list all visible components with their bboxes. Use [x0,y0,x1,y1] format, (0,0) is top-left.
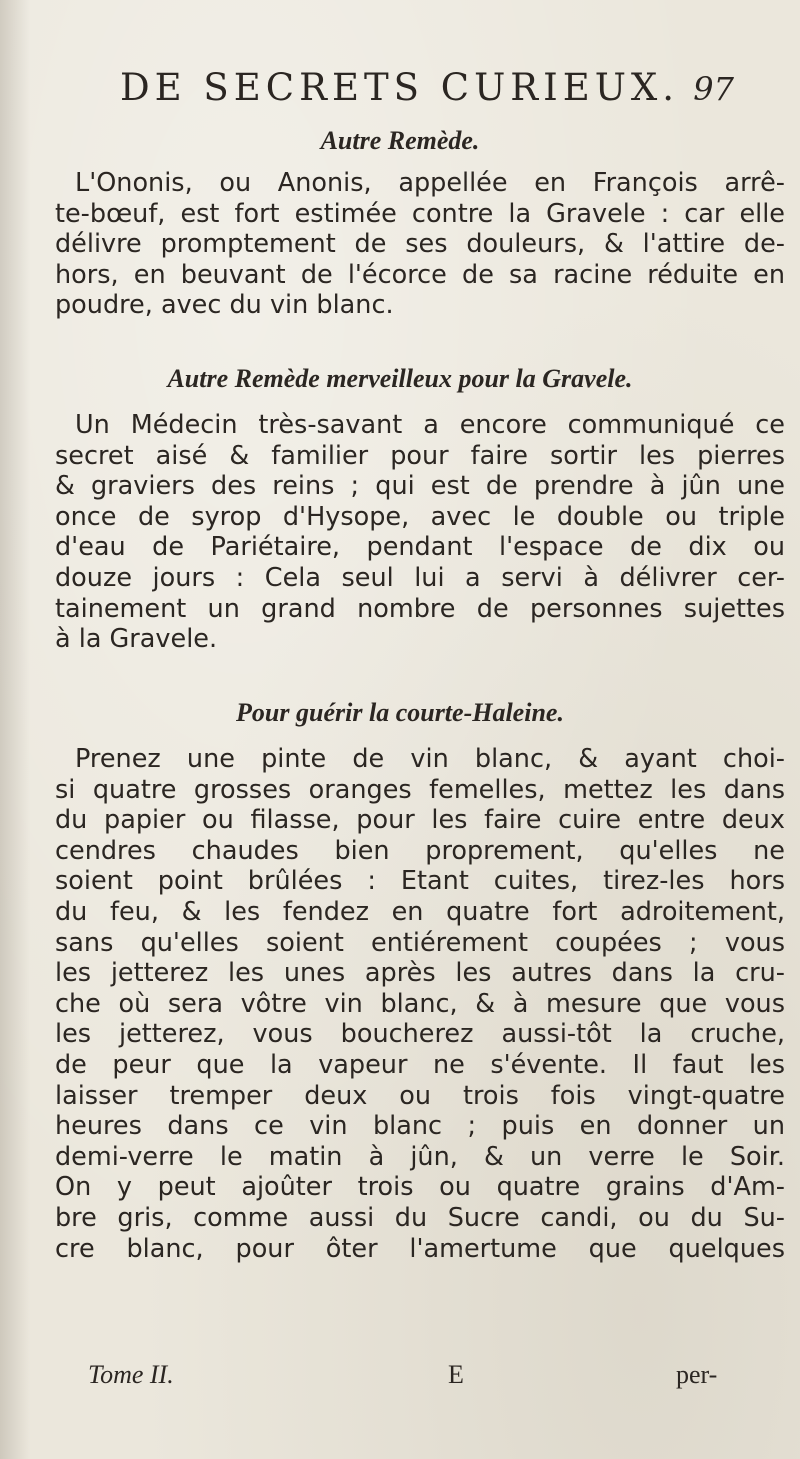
text-line: hors, en beuvant de l'écorce de sa racine réduite en [55,259,785,290]
paragraph [55,168,785,321]
text-line: demi-verre le matin à jûn, & un verre le Soir. [55,1141,785,1172]
text-line: soient point brûlées : Etant cuites, tirez-les hors [55,866,785,897]
text-line: once de syrop d'Hysope, avec le double ou triple [55,501,785,532]
section-heading: Pour guérir la courte-Haleine. [236,698,564,727]
text-line: bre gris, comme aussi du Sucre candi, ou du Su- [55,1202,785,1233]
text-line: si quatre grosses oranges femelles, mettez les dans [55,774,785,805]
text-line: che où sera vôtre vin blanc, & à mesure que vous [55,988,785,1019]
text-line: les jetterez, vous boucherez aussi-tôt la cruche, [55,1019,785,1050]
text-line: cre blanc, pour ôter l'amertume que quelques [55,1233,785,1264]
paragraph [55,744,785,1264]
text-line: délivre promptement de ses douleurs, & l'attire de- [55,229,785,260]
text-line: heures dans ce vin blanc ; puis en donner un [55,1111,785,1142]
text-line: à la Gravele. [55,624,218,655]
running-title: DE SECRETS CURIEUX. [120,66,680,109]
gutter-shadow [0,0,30,1459]
text-line: les jetterez les unes après les autres dans la cru- [55,958,785,989]
text-line: de peur que la vapeur ne s'évente. Il faut les [55,1049,785,1080]
text-line: poudre, avec du vin blanc. [55,290,394,321]
catchword: per- [676,1360,718,1389]
text-line: sans qu'elles soient entiérement coupées ; vous [55,927,785,958]
signature-line [0,1360,800,1394]
section-heading: Autre Remède merveilleux pour la Gravele. [167,364,633,393]
text-line: du papier ou filasse, pour les faire cuire entre deux [55,805,785,836]
text-line: Un Médecin très-savant a encore communiqué ce [75,410,785,440]
volume-label: Tome II. [88,1360,174,1389]
text-line: Prenez une pinte de vin blanc, & ayant choi- [75,744,785,774]
section-heading: Autre Remède. [320,126,480,155]
paragraph [55,410,785,655]
text-line: tainement un grand nombre de personnes sujettes [55,593,785,624]
text-line: te-bœuf, est fort estimée contre la Gravele : car elle [55,198,785,229]
text-line: On y peut ajoûter trois ou quatre grains d'Am- [55,1172,785,1203]
text-line: douze jours : Cela seul lui a servi à délivrer cer- [55,562,785,593]
text-line: & graviers des reins ; qui est de prendre à jûn une [55,471,785,502]
running-head [0,66,800,116]
signature-mark: E [448,1360,464,1389]
text-line: laisser tremper deux ou trois fois vingt-quatre [55,1080,785,1111]
page-number: 97 [693,70,734,108]
text-line: L'Ononis, ou Anonis, appellée en François arrê- [75,168,785,198]
text-line: du feu, & les fendez en quatre fort adroitement, [55,896,785,927]
text-line: secret aisé & familier pour faire sortir les pierres [55,440,785,471]
text-line: cendres chaudes bien proprement, qu'elles ne [55,835,785,866]
text-line: d'eau de Pariétaire, pendant l'espace de dix ou [55,532,785,563]
